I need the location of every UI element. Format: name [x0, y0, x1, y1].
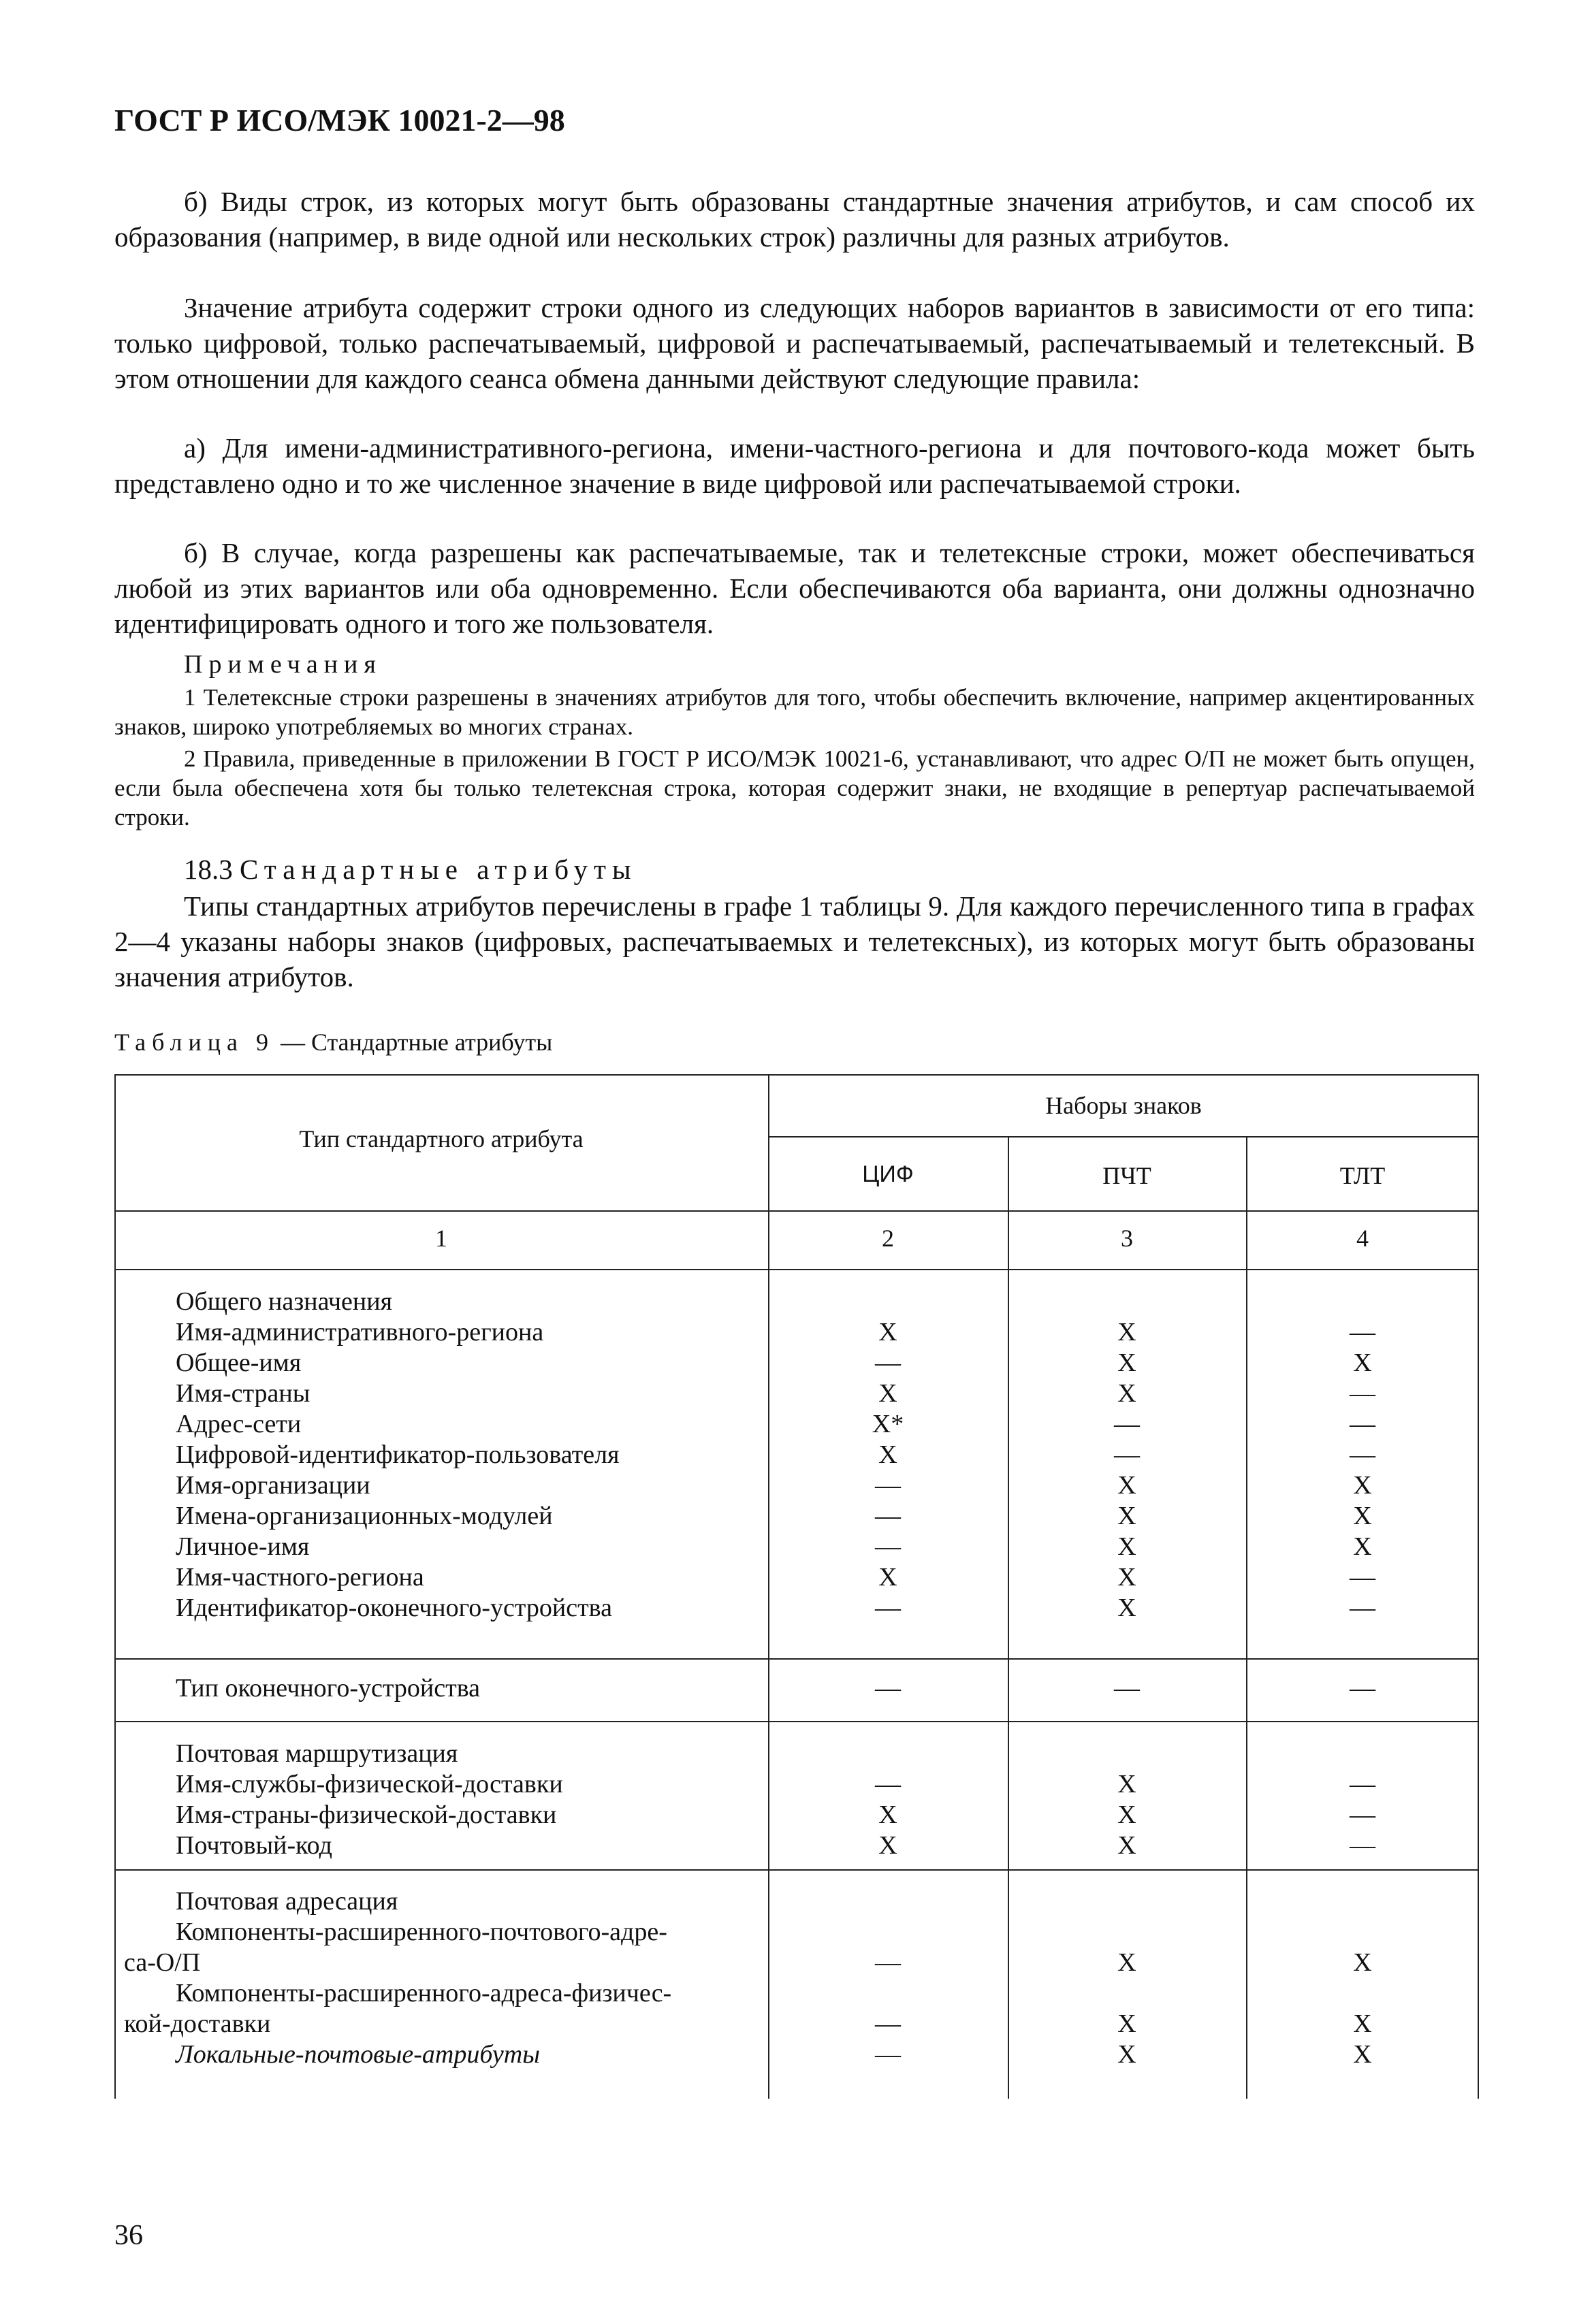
cell-pcht: X: [1117, 1349, 1136, 1377]
group-divider-2: [114, 1721, 1479, 1722]
cell-cif: —: [875, 2010, 901, 2038]
standard-attributes-table: [114, 1074, 1479, 2099]
cell-tlt: X: [1353, 1502, 1372, 1530]
table-row: [114, 1917, 1479, 1948]
group-header: Наборы знаков: [1045, 1092, 1202, 1119]
cell-tlt: —: [1350, 1594, 1375, 1622]
section-number: 18.3: [184, 854, 233, 885]
row-label: Имена-организационных-модулей: [176, 1502, 553, 1530]
row-label: Имя-частного-региона: [176, 1563, 424, 1592]
group-header-divider: [768, 1136, 1479, 1137]
row-label: Компоненты-расширенного-адреса-физичес-: [176, 1979, 672, 2007]
cell-tlt: —: [1350, 1318, 1375, 1346]
row-label: Имя-страны-физической-доставки: [176, 1801, 557, 1829]
notes-heading: Примечания: [184, 650, 382, 679]
cell-pcht: X: [1117, 1318, 1136, 1346]
col-number-1: 1: [435, 1225, 447, 1252]
cell-cif: X: [878, 1440, 897, 1469]
cell-cif: —: [875, 1770, 901, 1798]
col-number-line: [114, 1269, 1479, 1270]
table-row: [114, 1673, 1479, 1705]
row-label: Цифровой-идентификатор-пользователя: [176, 1440, 620, 1469]
row-label: Почтовый-код: [176, 1831, 332, 1860]
table-row: [114, 1409, 1479, 1440]
cell-cif: —: [875, 1471, 901, 1500]
section-heading: [184, 853, 637, 886]
page-number: 36: [114, 2220, 143, 2251]
cell-tlt: —: [1350, 1831, 1375, 1860]
cell-cif: X: [878, 1831, 897, 1860]
cell-pcht: X: [1117, 1831, 1136, 1860]
group-divider-1: [114, 1658, 1479, 1660]
cell-tlt: —: [1350, 1801, 1375, 1829]
col1-header: Тип стандартного атрибута: [299, 1125, 584, 1152]
cell-pcht: X: [1117, 2010, 1136, 2038]
cell-cif: —: [875, 1674, 901, 1702]
note-1: 1 Телетексные строки разрешены в значениях атрибутов для того, чтобы обеспечить включение, например акцентированных знаков, широко употребляемых во многих странах.: [114, 684, 1475, 740]
cell-pcht: —: [1114, 1674, 1140, 1702]
table-row: [114, 1501, 1479, 1532]
cell-cif: —: [875, 1349, 901, 1377]
table-row: [114, 1378, 1479, 1410]
section-title: Стандартные атрибуты: [240, 854, 637, 885]
cell-tlt: X: [1353, 1349, 1372, 1377]
table-row: [114, 1978, 1479, 2010]
cell-tlt: X: [1353, 1948, 1372, 1977]
paragraph-2: Значение атрибута содержит строки одного из следующих наборов вариантов в зависимости от его типа: только цифровой, только распечатываемый, цифровой и распечатываемый, распечатываемый и телетексный. В этом отношении для каждого сеанса обмена данными действуют следующие правила:: [114, 292, 1475, 394]
row-label: са-О/П: [124, 1948, 201, 1977]
cell-pcht: X: [1117, 1502, 1136, 1530]
document-header: ГОСТ Р ИСО/МЭК 10021-2—98: [114, 103, 565, 138]
table-row: [114, 2039, 1479, 2071]
row-label: Имя-страны: [176, 1379, 310, 1408]
cell-pcht: X: [1117, 1532, 1136, 1561]
table-row: [114, 1800, 1479, 1831]
table-border-top: [114, 1074, 1479, 1076]
cell-cif: —: [875, 1948, 901, 1977]
cell-tlt: X: [1353, 1471, 1372, 1500]
row-label: кой-доставки: [124, 2010, 271, 2038]
cell-pcht: X: [1117, 1379, 1136, 1408]
cell-pcht: X: [1117, 1563, 1136, 1592]
cell-cif: X*: [872, 1410, 904, 1438]
col-number-4: 4: [1356, 1225, 1369, 1252]
table-row: [114, 1532, 1479, 1563]
table-row: [114, 2009, 1479, 2040]
cell-pcht: X: [1117, 2040, 1136, 2069]
subheader-cif: ЦИФ: [862, 1161, 914, 1187]
table-row: [114, 1348, 1479, 1379]
table-row: [114, 1769, 1479, 1801]
row-label: Локальные-почтовые-атрибуты: [176, 2040, 540, 2069]
header-bottom-line: [114, 1210, 1479, 1212]
cell-cif: —: [875, 2040, 901, 2069]
cell-pcht: X: [1117, 1471, 1136, 1500]
table-row: [114, 1287, 1479, 1318]
row-label: Компоненты-расширенного-почтового-адре-: [176, 1918, 667, 1946]
cell-pcht: X: [1117, 1948, 1136, 1977]
cell-tlt: —: [1350, 1379, 1375, 1408]
table-row: [114, 1317, 1479, 1349]
cell-cif: —: [875, 1502, 901, 1530]
row-label: Почтовая адресация: [176, 1887, 398, 1916]
subheader-pcht: ПЧТ: [1102, 1162, 1151, 1189]
cell-pcht: X: [1117, 1770, 1136, 1798]
table-row: [114, 1948, 1479, 1979]
row-label: Личное-имя: [176, 1532, 310, 1561]
row-label: Имя-службы-физической-доставки: [176, 1770, 563, 1798]
table-caption: [114, 1028, 552, 1056]
cell-tlt: —: [1350, 1563, 1375, 1592]
cell-cif: —: [875, 1594, 901, 1622]
col-number-3: 3: [1121, 1225, 1133, 1252]
table-row: [114, 1593, 1479, 1624]
col-number-2: 2: [882, 1225, 894, 1252]
cell-tlt: —: [1350, 1410, 1375, 1438]
table-caption-title: — Стандартные атрибуты: [274, 1029, 553, 1056]
row-label: Адрес-сети: [176, 1410, 302, 1438]
note-2: 2 Правила, приведенные в приложении В ГОСТ Р ИСО/МЭК 10021-6, устанавливают, что адрес О/П не может быть опущен, если была обеспечена хотя бы только телетексная строка, которая содержит знаки, не входящие в репертуар распечатываемой строки.: [114, 745, 1475, 830]
row-label: Общего назначения: [176, 1287, 393, 1316]
subheader-tlt: ТЛТ: [1339, 1162, 1386, 1189]
row-label: Имя-организации: [176, 1471, 370, 1500]
paragraph-3: а) Для имени-административного-региона, имени-частного-региона и для почтового-кода может быть представлено одно и то же численное значение в виде цифровой или распечатываемой строки.: [114, 432, 1475, 499]
table-row: [114, 1440, 1479, 1471]
section-text: Типы стандартных атрибутов перечислены в графе 1 таблицы 9. Для каждого перечисленного типа в графах 2—4 указаны наборы знаков (цифровых, распечатываемых и телетексных), из которых могут быть образованы значения атрибутов.: [114, 890, 1475, 992]
cell-tlt: —: [1350, 1674, 1375, 1702]
row-label: Имя-административного-региона: [176, 1318, 544, 1346]
table-caption-label: Таблица 9: [114, 1029, 274, 1056]
cell-pcht: —: [1114, 1410, 1140, 1438]
table-row: [114, 1562, 1479, 1594]
row-label: Тип оконечного-устройства: [176, 1674, 481, 1702]
cell-cif: —: [875, 1532, 901, 1561]
cell-tlt: X: [1353, 2010, 1372, 2038]
paragraph-1: б) Виды строк, из которых могут быть образованы стандартные значения атрибутов, и сам способ их образования (например, в виде одной или нескольких строк) различны для разных атрибутов.: [114, 186, 1475, 253]
cell-cif: X: [878, 1379, 897, 1408]
table-row: [114, 1830, 1479, 1862]
cell-tlt: —: [1350, 1440, 1375, 1469]
cell-pcht: X: [1117, 1594, 1136, 1622]
group-divider-3: [114, 1869, 1479, 1871]
table-row: [114, 1470, 1479, 1502]
cell-tlt: X: [1353, 1532, 1372, 1561]
cell-cif: X: [878, 1563, 897, 1592]
row-label: Почтовая маршрутизация: [176, 1739, 458, 1768]
row-label: Общее-имя: [176, 1349, 302, 1377]
cell-tlt: X: [1353, 2040, 1372, 2069]
paragraph-4: б) В случае, когда разрешены как распечатываемые, так и телетексные строки, может обеспечиваться любой из этих вариантов или оба одновременно. Если обеспечиваются оба варианта, они должны однозначно идентифицировать одного и того же пользователя.: [114, 537, 1475, 639]
table-row: [114, 1886, 1479, 1918]
cell-tlt: —: [1350, 1770, 1375, 1798]
table-row: [114, 1739, 1479, 1770]
cell-pcht: X: [1117, 1801, 1136, 1829]
cell-cif: X: [878, 1801, 897, 1829]
cell-pcht: —: [1114, 1440, 1140, 1469]
cell-cif: X: [878, 1318, 897, 1346]
row-label: Идентификатор-оконечного-устройства: [176, 1594, 612, 1622]
